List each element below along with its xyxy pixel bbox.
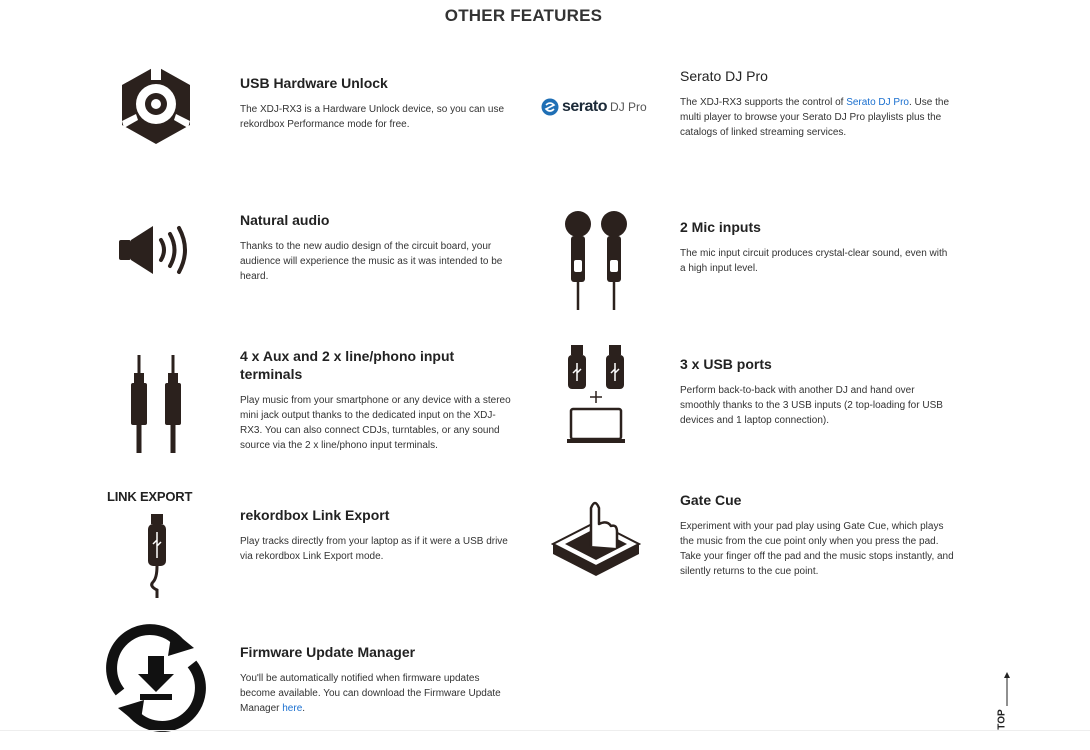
feature-title: Gate Cue (680, 492, 742, 508)
feature-usb-hardware-unlock (240, 74, 515, 132)
feature-title: rekordbox Link Export (240, 507, 390, 523)
feature-description: Play tracks directly from your laptop as if it were a USB drive via rekordbox Link Export mode. (240, 536, 508, 562)
feature-description: Thanks to the new audio design of the circuit board, your audience will experience the music as it was intended to be heard. (240, 241, 503, 282)
feature-title: 2 Mic inputs (680, 219, 761, 235)
feature-natural-audio (240, 211, 515, 284)
firmware-download-link[interactable]: here (282, 703, 303, 714)
text-segment: The XDJ-RX3 supports the control of (680, 97, 847, 108)
back-to-top-button[interactable] (997, 670, 1017, 732)
feature-title: Firmware Update Manager (240, 644, 416, 660)
feature-usb-ports (680, 355, 955, 428)
feature-description: Perform back-to-back with another DJ and hand over smoothly thanks to the 3 USB inputs (2 top-loading for USB devices and 1 laptop connection). (680, 385, 943, 426)
serato-logo-suffix: DJ Pro (610, 100, 647, 114)
feature-title: 4 x Aux and 2 x line/phono input terminals (240, 348, 455, 382)
serato-dj-pro-link[interactable]: Serato DJ Pro (846, 97, 909, 108)
feature-description (240, 671, 515, 716)
microphone-icon (562, 210, 632, 312)
feature-description: Play music from your smartphone or any device with a stereo mini jack output thanks to the dedicated input on the XDJ-RX3. You can also connect CDJs, turntables, or any sound source via the 2 x line/phono input terminals. (240, 395, 511, 451)
usb-cable-icon (143, 512, 171, 598)
feature-title: 3 x USB ports (680, 356, 772, 372)
feature-gate-cue (680, 491, 955, 579)
link-export-icon-label: LINK EXPORT (107, 489, 193, 504)
text-segment: You'll be automatically notified when firmware updates become available. You can download the Firmware Update Manager (240, 673, 501, 714)
rekordbox-logo-icon (118, 64, 194, 146)
back-to-top-label: TOP (996, 709, 1008, 730)
feature-description: The XDJ-RX3 is a Hardware Unlock device, so you can use rekordbox Performance mode for free. (240, 104, 505, 130)
serato-logo-word: serato (562, 98, 608, 115)
serato-logo (541, 96, 656, 118)
feature-description: Experiment with your pad play using Gate Cue, which plays the music from the cue point only when you press the pad. Take your finger off the pad and the music stops instantly, and silently returns to the cue point. (680, 521, 954, 577)
serato-swirl-icon (541, 98, 559, 116)
arrow-up-icon (997, 670, 1017, 710)
feature-title: USB Hardware Unlock (240, 75, 388, 91)
feature-description (680, 95, 955, 140)
page-title: OTHER FEATURES (444, 6, 603, 25)
text-segment: . (302, 703, 306, 714)
feature-title: Natural audio (240, 212, 330, 228)
feature-mic-inputs (680, 218, 955, 276)
pad-press-icon (551, 496, 641, 578)
speaker-icon (117, 222, 197, 278)
feature-aux-inputs (240, 347, 515, 453)
audio-jack-icon (125, 353, 187, 455)
feature-firmware-update-manager (240, 643, 515, 716)
feature-title: Serato DJ Pro (680, 68, 768, 84)
feature-description: The mic input circuit produces crystal-clear sound, even with a high input level. (680, 248, 948, 274)
bottom-divider (0, 730, 1090, 731)
text-segment: . Use the multi player to browse your Serato DJ Pro playlists plus the catalogs of linked streaming services. (680, 97, 950, 138)
feature-serato-dj-pro (680, 67, 955, 140)
usb-ports-laptop-icon (565, 343, 627, 445)
firmware-update-icon (106, 622, 206, 734)
feature-link-export (240, 506, 515, 564)
